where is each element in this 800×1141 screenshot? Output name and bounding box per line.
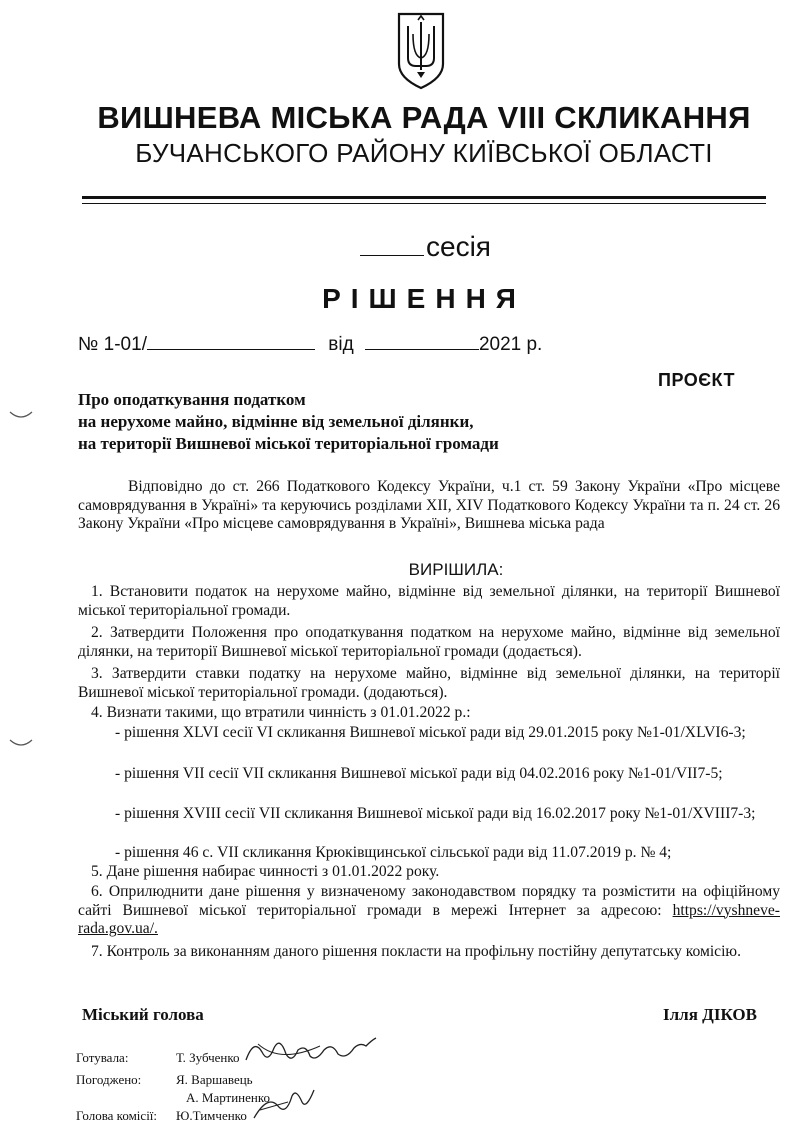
mayor-title: Міський голова: [82, 1005, 204, 1024]
decision-item-3: 3. Затвердити ставки податку на нерухоме майно, відмінне від земельної ділянки, на території Вишневої міської територіальної громади. (додаються).: [78, 665, 780, 701]
draft-label: ПРОЄКТ: [658, 370, 735, 390]
decision-number-line: [78, 332, 542, 356]
prepared-label: Готувала:: [76, 1050, 129, 1065]
repealed-decision-3: - рішення XVIII сесії VII скликання Вишневої міської ради від 16.02.2017 року №1-01/XVIII7-3;: [115, 805, 756, 822]
header-divider-thick: [82, 196, 766, 199]
council-subtitle: БУЧАНСЬКОГО РАЙОНУ КИЇВСЬКОЇ ОБЛАСТІ: [135, 138, 713, 168]
header-divider-thin: [82, 203, 766, 204]
council-title: ВИШНЕВА МІСЬКА РАДА VIII СКЛИКАННЯ: [97, 100, 751, 135]
session-word: сесія: [426, 231, 491, 262]
agreed-label: Погоджено:: [76, 1072, 142, 1087]
agreed-name-2: А. Мартиненко: [186, 1090, 271, 1105]
preamble-paragraph: Відповідно до ст. 266 Податкового Кодексу України, ч.1 ст. 59 Закону України «Про місцеве самоврядування в Україні» та керуючись розділами XII, XIV Податкового Кодексу України та п. 24 ст. 26 Закону України «Про місцеве самоврядування в Україні», Вишнева міська рада: [78, 478, 780, 533]
date-prefix: від: [328, 334, 354, 355]
decision-item-6: [78, 883, 780, 939]
signature-martynenko: [248, 1084, 318, 1124]
decision-item-5: 5. Дане рішення набирає чинності з 01.01.2022 року.: [91, 863, 440, 880]
decision-number-blank: [147, 332, 315, 350]
decision-item-7: 7. Контроль за виконанням даного рішення покласти на профільну постійну депутатську комісію.: [91, 943, 741, 960]
agreed-name-1: Я. Варшавець: [176, 1072, 253, 1087]
decision-subject: [78, 389, 499, 455]
website-link[interactable]: https://vyshneve-rada.gov.ua/.: [78, 901, 780, 938]
resolved-heading: ВИРІШИЛА:: [408, 560, 504, 579]
subject-line: на нерухоме майно, відмінне від земельної ділянки,: [78, 412, 474, 431]
decision-number-prefix: № 1-01/: [78, 334, 147, 355]
signature-zubchenko: [240, 1034, 380, 1070]
repealed-decision-4: - рішення 46 с. VII скликання Крюківщинської сільської ради від 11.07.2019 р. № 4;: [115, 844, 672, 861]
item-6-text: 6. Оприлюднити дане рішення у визначеному законодавством порядку та розмістити на офіційному сайті Вишневої міської територіальної громади в мережі Інтернет за адресою:: [78, 883, 780, 919]
punch-hole-mark: [8, 410, 34, 420]
session-number-blank: [360, 231, 424, 256]
repealed-decision-1: - рішення XLVI сесії VI скликання Вишневої міської ради від 29.01.2015 року №1-01/XLVI6-3;: [115, 724, 746, 741]
decision-year: 2021 р.: [478, 334, 543, 355]
prepared-name: Т. Зубченко: [176, 1050, 240, 1065]
repealed-decision-2: - рішення VII сесії VII скликання Вишневої міської ради від 04.02.2016 року №1-01/VII7-5;: [115, 765, 723, 782]
mayor-name: Ілля ДІКОВ: [663, 1005, 757, 1024]
decision-title: РІШЕННЯ: [322, 283, 526, 314]
session-line: [360, 231, 491, 263]
decision-item-2: 2. Затвердити Положення про оподаткування податком на нерухоме майно, відмінне від земельної ділянки, на території Вишневої міської територіальної громади (додається).: [78, 624, 780, 660]
committee-label: Голова комісії:: [76, 1108, 158, 1123]
date-blank: [365, 332, 479, 350]
subject-line: на території Вишневої міської територіальної громади: [78, 434, 499, 453]
committee-name: Ю.Тимченко: [176, 1108, 247, 1123]
trident-emblem-icon: [396, 12, 446, 90]
decision-item-4: 4. Визнати такими, що втратили чинність з 01.01.2022 р.:: [91, 704, 471, 721]
subject-line: Про оподаткування податком: [78, 390, 306, 409]
decision-item-1: 1. Встановити податок на нерухоме майно, відмінне від земельної ділянки, на території Вишневої міської територіальної громади.: [78, 583, 780, 619]
punch-hole-mark: [8, 738, 34, 748]
